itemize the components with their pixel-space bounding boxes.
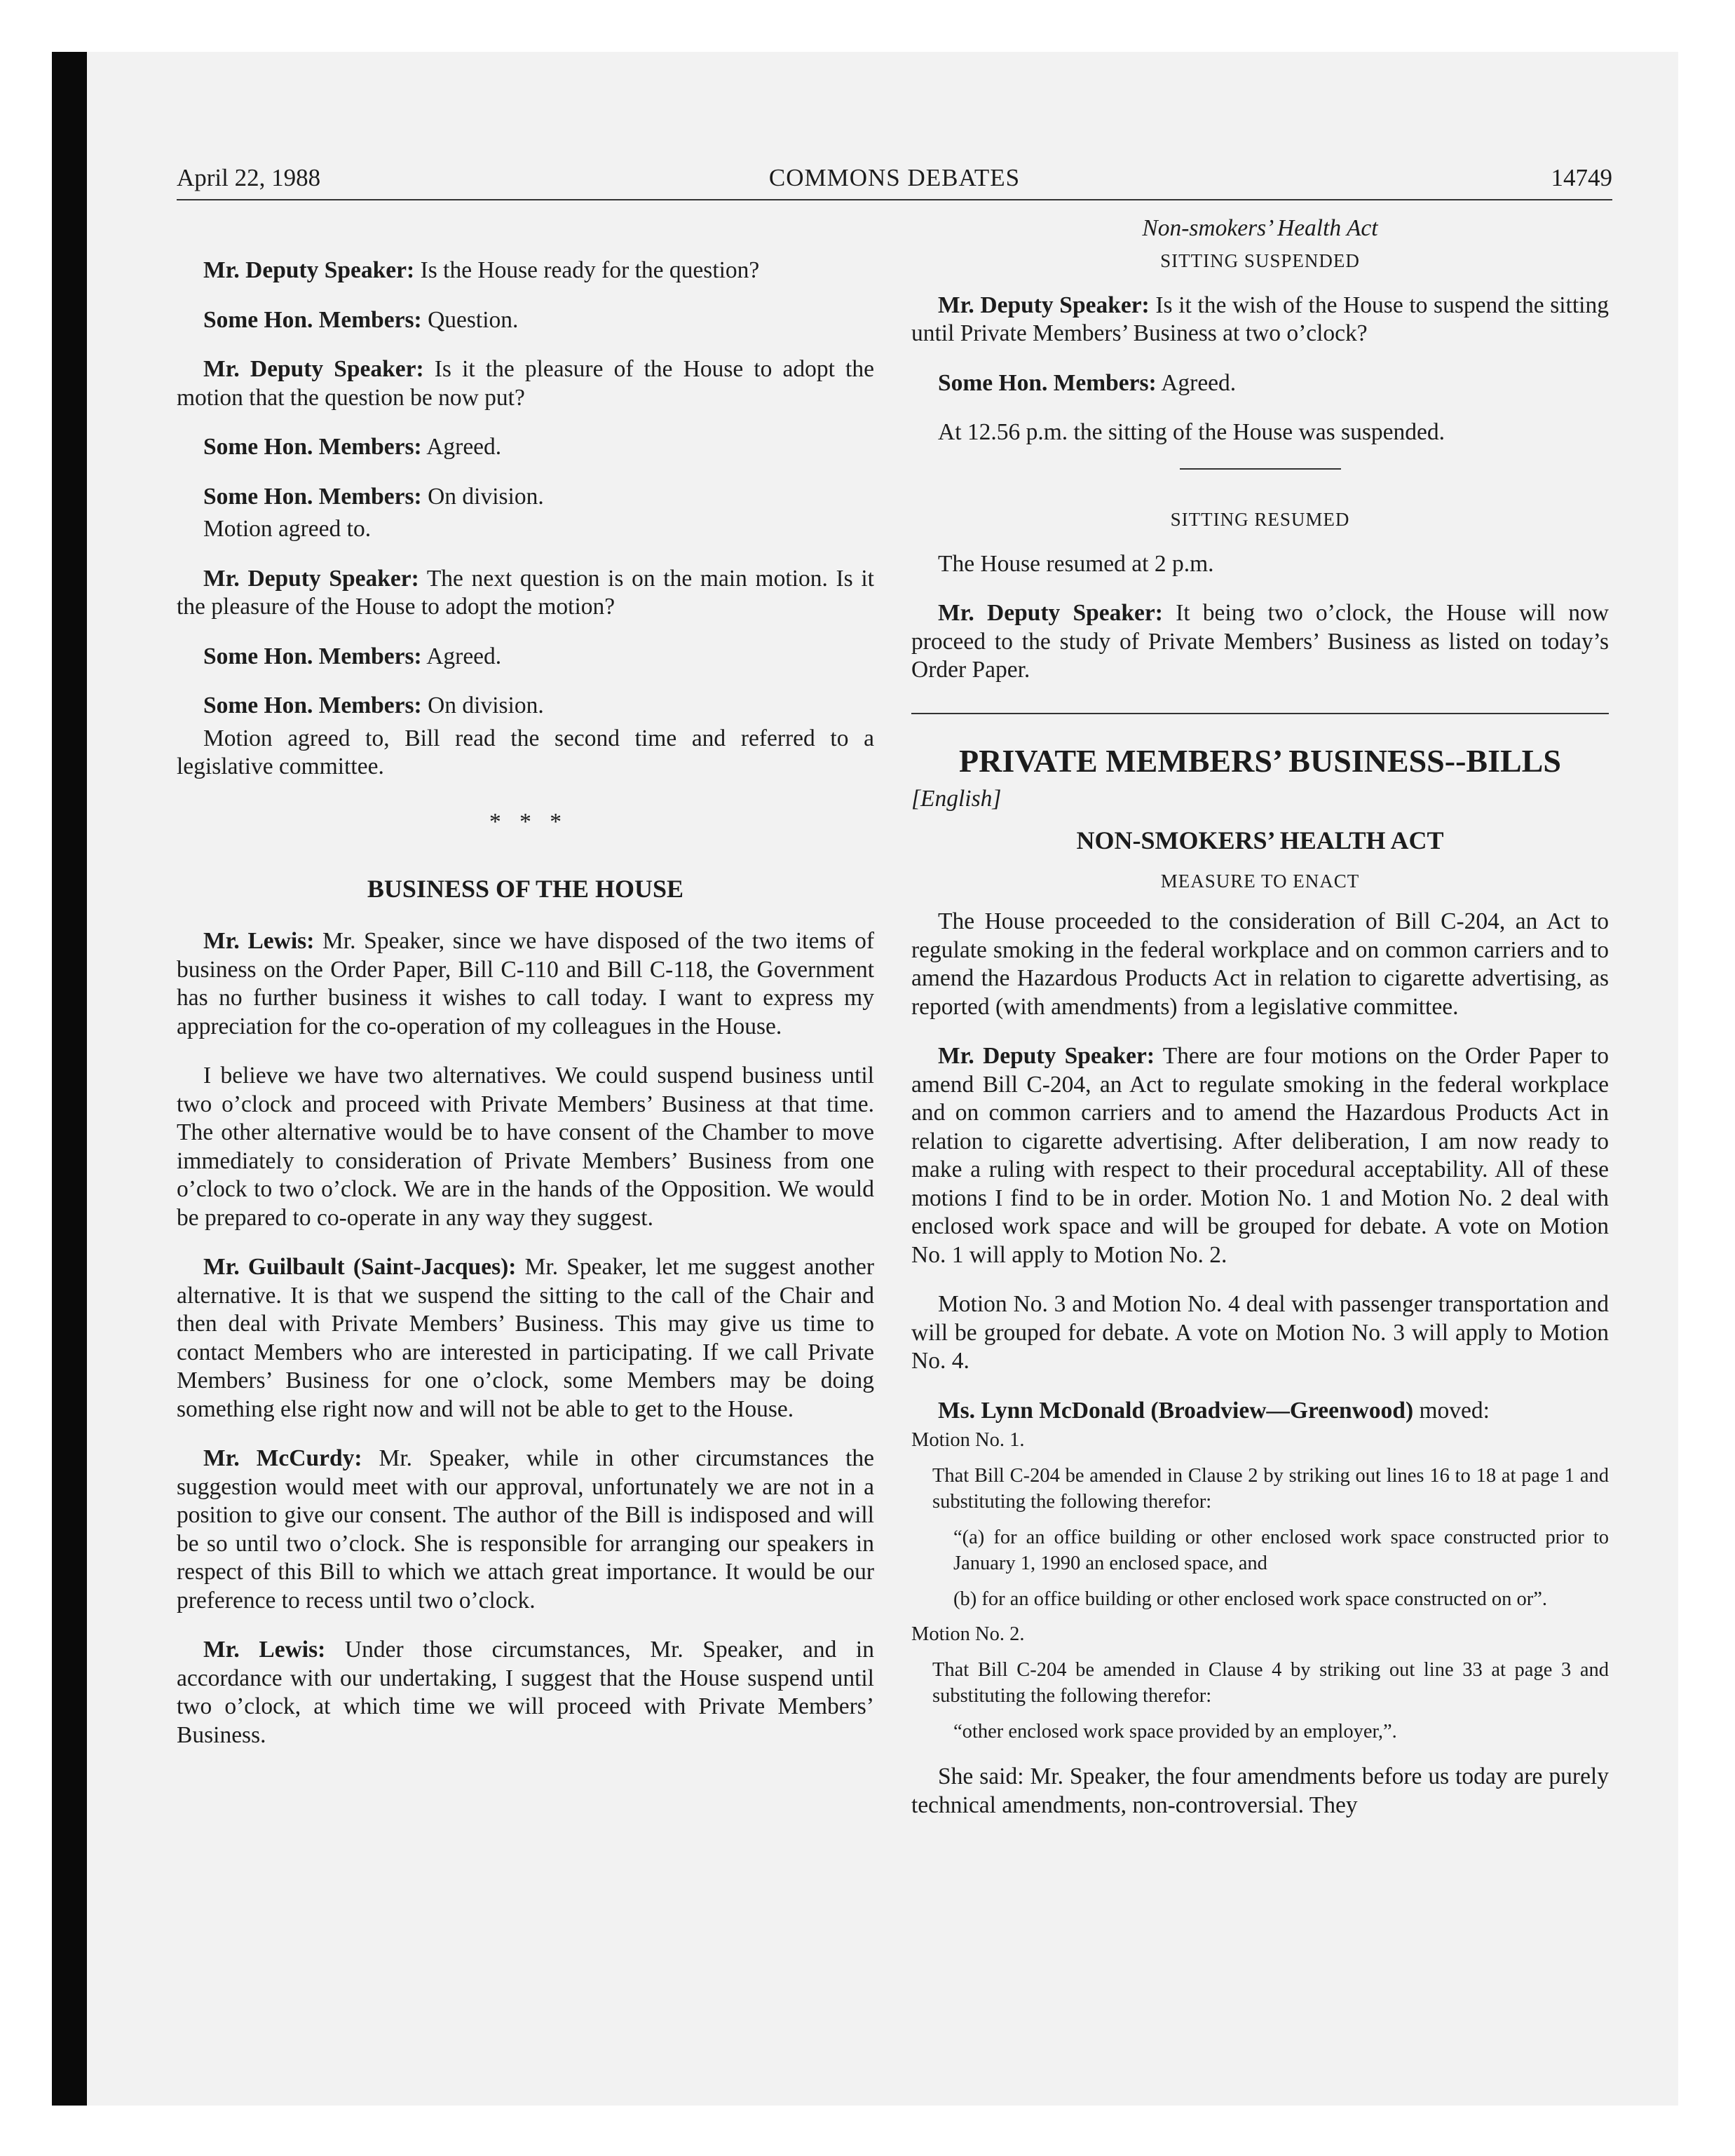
paragraph: The House resumed at 2 p.m. [938,550,1214,577]
running-subtitle: Non-smokers’ Health Act [1142,215,1378,241]
left-column [177,214,874,1770]
paragraph: Mr. Deputy Speaker: There are four motions on the Order Paper to amend Bill C-204, an Act to regulate smoking in the federal workplace and on common carriers and to amend the Hazardous Products Act in relation to cigarette advertising. After deliberation, I am now ready to make a ruling with respect to their procedural acceptability. All of these motions I find to be in order. Motion No. 1 and Motion No. 2 deal with enclosed work space and will be grouped for debate. A vote on Motion No. 1 will apply to Motion No. 2. [911,1043,1609,1268]
paragraph: Mr. Deputy Speaker: The next question is on the main motion. Is it the pleasure of the House to adopt the motion? [177,565,874,620]
section-separator: * * * [489,808,562,835]
paragraph: Some Hon. Members: On division. [203,483,544,510]
paragraph: Some Hon. Members: Agreed. [203,643,502,669]
section-label: SITTING RESUMED [1170,508,1350,530]
page-header [177,163,1612,200]
binder-edge [52,52,87,2106]
paragraph: Some Hon. Members: Question. [203,306,519,333]
section-label: SITTING SUSPENDED [1160,250,1360,271]
paragraph: Some Hon. Members: Agreed. [203,434,502,460]
paragraph: Ms. Lynn McDonald (Broadview—Greenwood) moved: [938,1397,1490,1424]
paragraph: Mr. Lewis: Under those circumstances, Mr. Speaker, and in accordance with our undertaking, I suggest that the House suspend until two o’clock, at which time we will proceed with Private Members’ Business. [177,1637,874,1748]
paragraph: Mr. Lewis: Mr. Speaker, since we have disposed of the two items of business on the Order Paper, Bill C-110 and Bill C-118, the Government has no further business it wishes to call today. I want to express my appreciation for the co-operation of my colleagues in the House. [177,928,874,1039]
motion-label: Motion No. 1. [911,1429,1025,1451]
motion-text: That Bill C-204 be amended in Clause 2 by striking out lines 16 to 18 at page 1 and substituting the following therefor: [932,1465,1609,1513]
paragraph: Mr. Deputy Speaker: Is it the wish of the House to suspend the sitting until Private Members’ Business at two o’clock? [911,292,1609,346]
language-marker: [English] [911,785,1002,812]
paragraph: Some Hon. Members: On division. [203,692,544,718]
section-title: PRIVATE MEMBERS’ BUSINESS--BILLS [959,742,1561,779]
section-heading: BUSINESS OF THE HOUSE [367,875,684,903]
paragraph: Mr. Deputy Speaker: Is the House ready for the question? [203,257,760,283]
motion-label: Motion No. 2. [911,1623,1025,1645]
motion-text: That Bill C-204 be amended in Clause 4 by striking out line 33 at page 3 and substituting the following therefor: [932,1659,1609,1707]
header-title: COMMONS DEBATES [768,164,1021,191]
short-divider [1180,468,1341,470]
right-column [911,214,1609,1841]
paragraph: Mr. Deputy Speaker: Is it the pleasure of the House to adopt the motion that the question be now put? [177,356,874,411]
paragraph: She said: Mr. Speaker, the four amendments before us today are purely technical amendments, non-controversial. They [911,1763,1609,1818]
bill-title: NON-SMOKERS’ HEALTH ACT [1076,826,1444,854]
bill-subtitle: MEASURE TO ENACT [1160,871,1360,892]
paragraph: The House proceeded to the consideration of Bill C-204, an Act to regulate smoking in the federal workplace and on common carriers and to amend the Hazardous Products Act in relation to cigarette advertising, as reported (with amendments) from a legislative committee. [911,908,1609,1020]
paragraph: Mr. Deputy Speaker: It being two o’clock, the House will now proceed to the study of Private Members’ Business as listed on today’s Order Paper. [911,600,1609,683]
paragraph: Motion No. 3 and Motion No. 4 deal with passenger transportation and will be grouped for debate. A vote on Motion No. 3 will apply to Motion No. 4. [911,1291,1609,1374]
motion-quote: “(a) for an office building or other enclosed work space constructed prior to January 1, 1990 an enclosed space, and [953,1527,1609,1574]
full-divider [911,713,1609,714]
paragraph: Motion agreed to. [203,516,372,542]
paragraph: Some Hon. Members: Agreed. [938,369,1237,396]
paragraph: At 12.56 p.m. the sitting of the House was suspended. [938,419,1445,445]
paragraph: Mr. McCurdy: Mr. Speaker, while in other circumstances the suggestion would meet with our approval, unfortunately we are not in a position to give our consent. The author of the Bill is indisposed and will be so until two o’clock. She is responsible for arranging our speakers in respect of this Bill to which we attach great importance. It would be our preference to recess until two o’clock. [177,1445,874,1613]
header-page-number: 14749 [1551,164,1612,191]
paragraph: Mr. Guilbault (Saint-Jacques): Mr. Speaker, let me suggest another alternative. It is that we suspend the sitting to the call of the Chair and then deal with Private Members’ Business. This may give us time to contact Members who are interested in participating. If we call Private Members’ Business for one o’clock, some Members may be doing something else right now and will not be able to get to the House. [177,1254,874,1422]
header-date: April 22, 1988 [177,164,321,191]
motion-quote: “other enclosed work space provided by an employer,”. [953,1721,1397,1742]
paragraph: I believe we have two alternatives. We could suspend business until two o’clock and proceed with Private Members’ Business at that time. The other alternative would be to have consent of the Chamber to move immediately to consideration of Private Members’ Business from one o’clock to two o’clock. We are in the hands of the Opposition. We would be prepared to co-operate in any way they suggest. [177,1063,874,1231]
motion-quote: (b) for an office building or other enclosed work space constructed on or”. [953,1588,1548,1610]
paragraph: Motion agreed to, Bill read the second time and referred to a legislative committee. [177,725,874,779]
